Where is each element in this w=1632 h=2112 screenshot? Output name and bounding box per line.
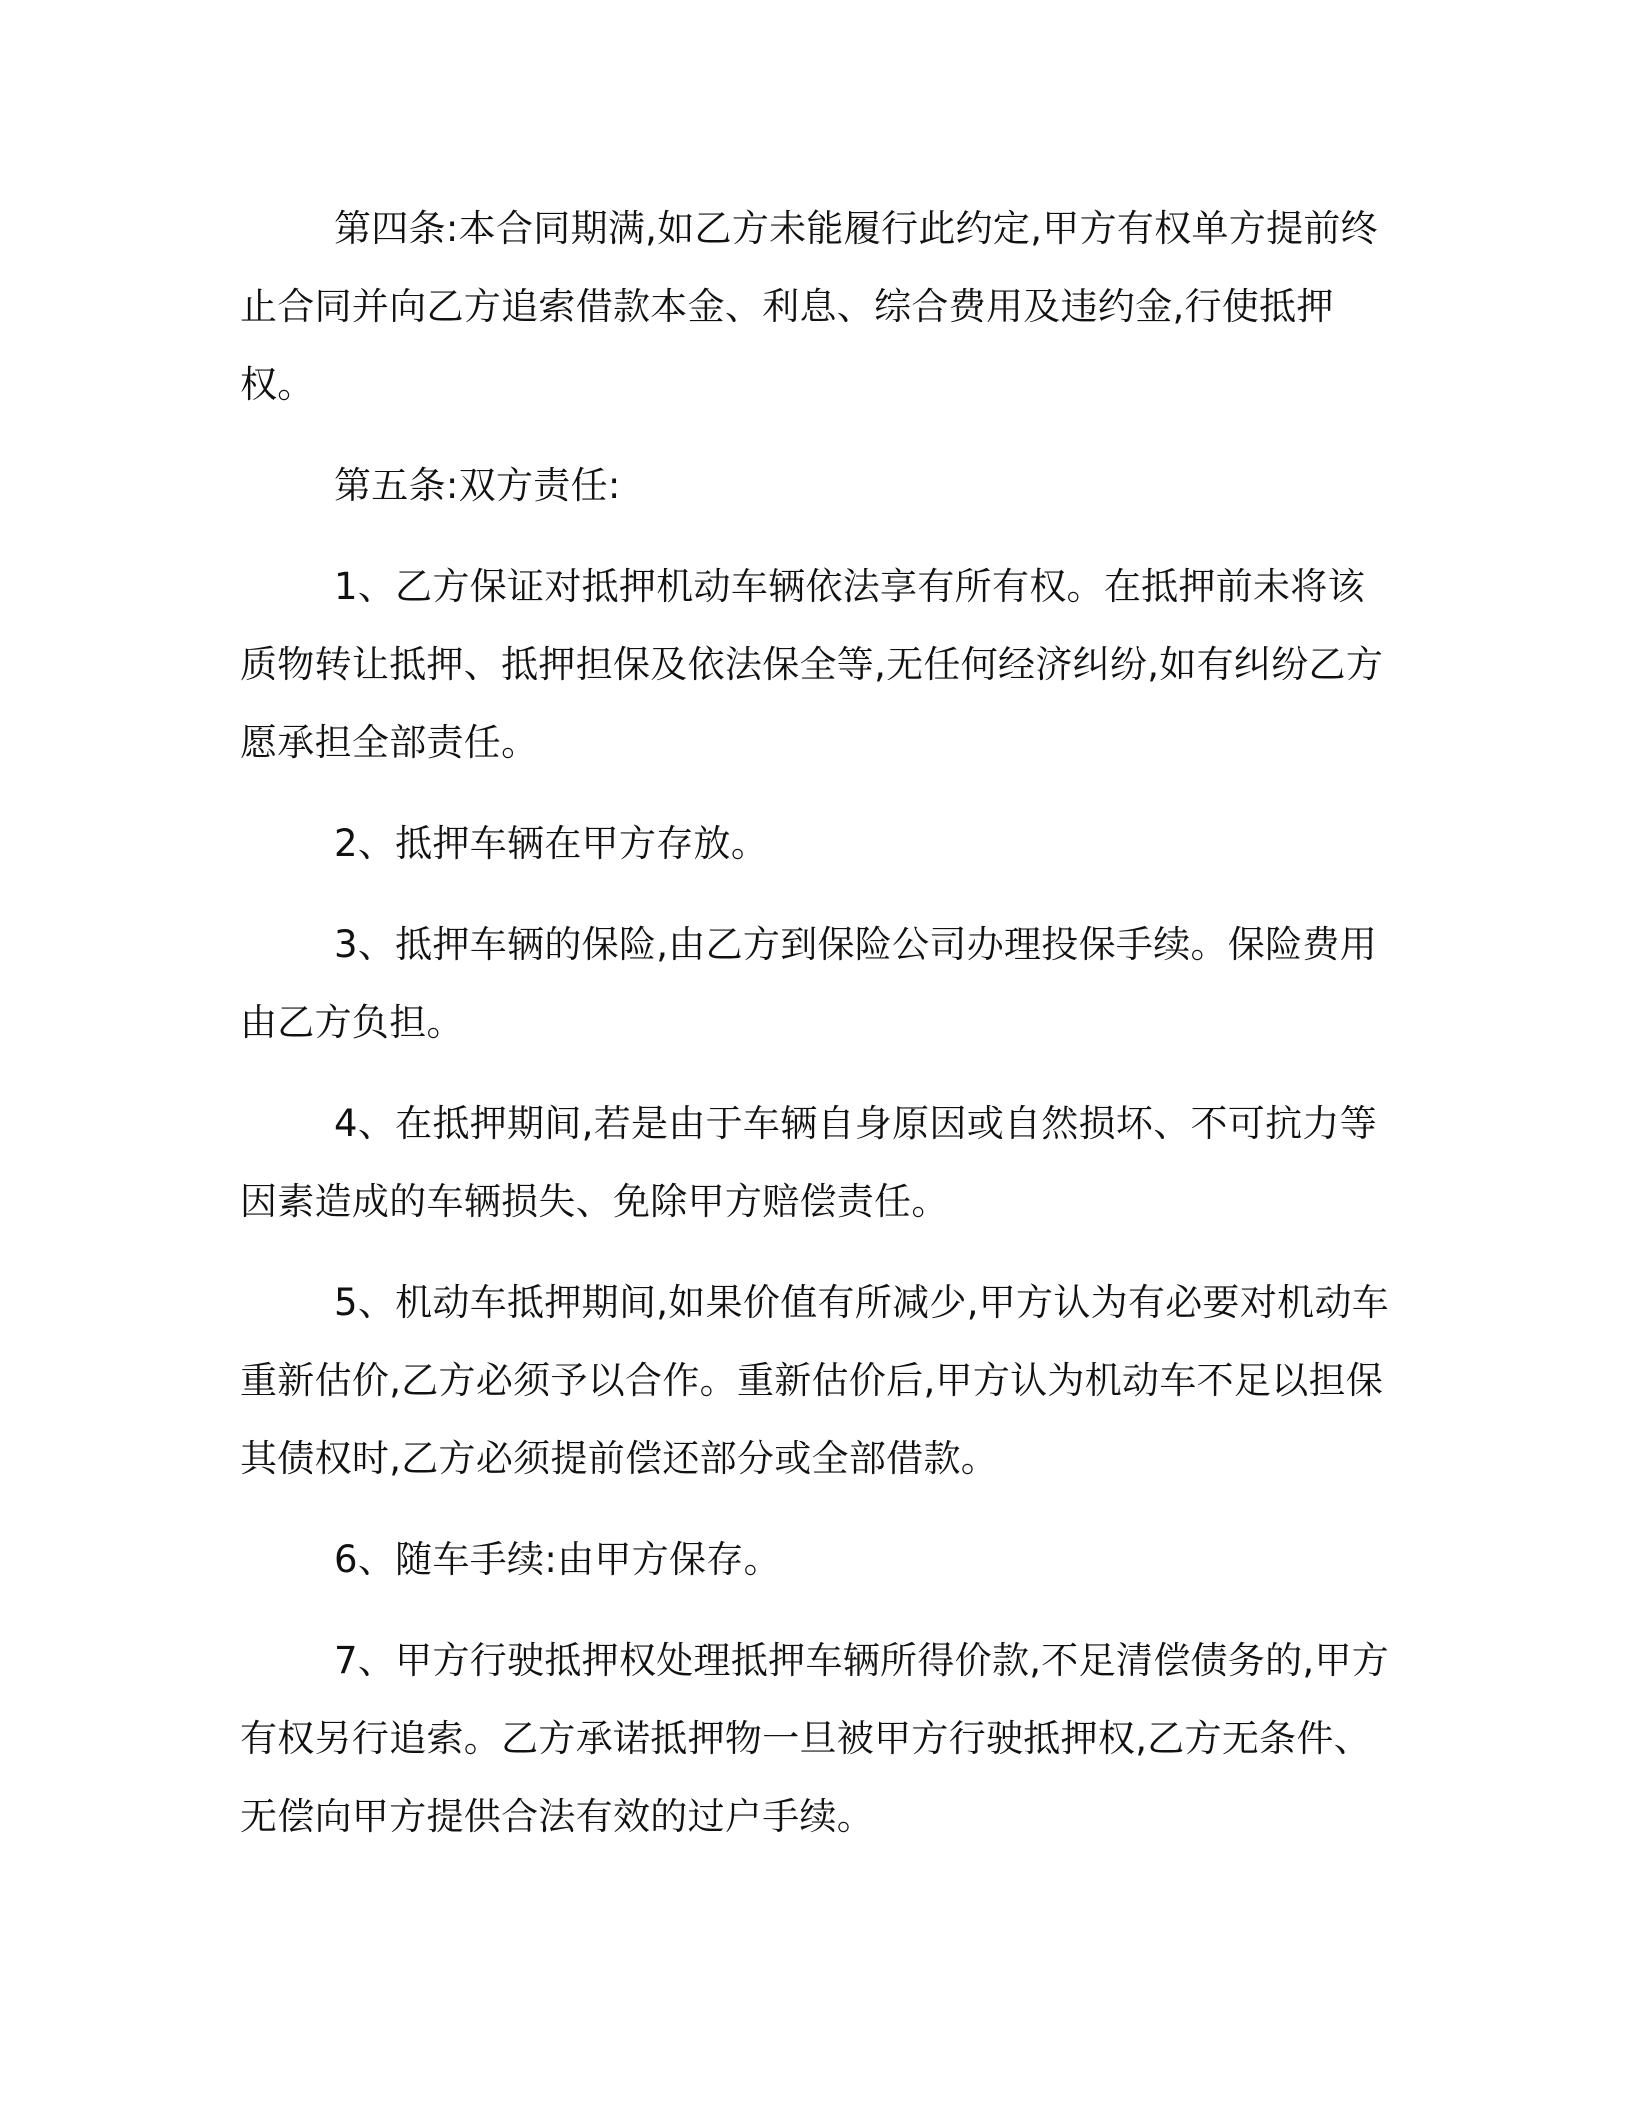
document-body [240,190,1390,1879]
article-5-heading: 第五条:双方责任: [334,464,621,507]
clause-7-paragraph: 7、甲方行驶抵押权处理抵押车辆所得价款,不足清偿债务的,甲方有权另行追索。乙方承诺抵押物一旦被甲方行驶抵押权,乙方无条件、无偿向甲方提供合法有效的过户手续。 [240,1639,1390,1838]
clause-3-paragraph: 3、抵押车辆的保险,由乙方到保险公司办理投保手续。保险费用由乙方负担。 [240,923,1377,1044]
clause-5-paragraph: 5、机动车抵押期间,如果价值有所减少,甲方认为有必要对机动车重新估价,乙方必须予以合作。重新估价后,甲方认为机动车不足以担保其债权时,乙方必须提前偿还部分或全部借款。 [240,1281,1390,1480]
article-4-paragraph: 第四条:本合同期满,如乙方未能履行此约定,甲方有权单方提前终止合同并向乙方追索借款本金、利息、综合费用及违约金,行使抵押权。 [240,207,1378,406]
clause-6-paragraph: 6、随车手续:由甲方保存。 [334,1538,781,1581]
clause-4-paragraph: 4、在抵押期间,若是由于车辆自身原因或自然损坏、不可抗力等因素造成的车辆损失、免除甲方赔偿责任。 [240,1102,1377,1223]
clause-1-paragraph: 1、乙方保证对抵押机动车辆依法享有所有权。在抵押前未将该质物转让抵押、抵押担保及依法保全等,无任何经济纠纷,如有纠纷乙方愿承担全部责任。 [240,565,1384,764]
clause-2-paragraph: 2、抵押车辆在甲方存放。 [334,822,769,865]
